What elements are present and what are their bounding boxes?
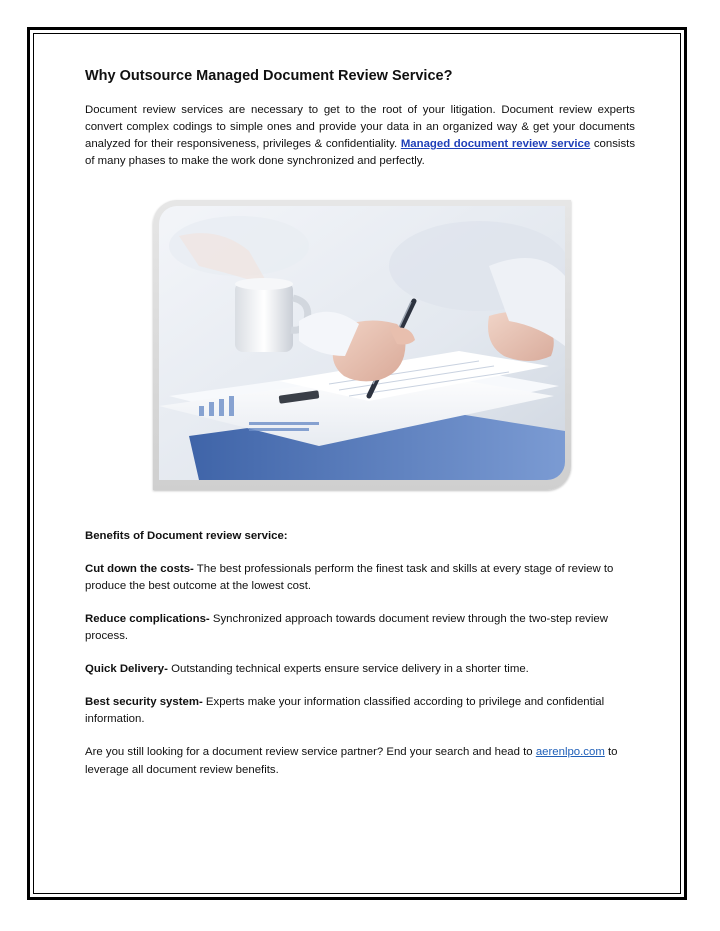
intro-text: Document review services are necessary to get to the root of your litigation. Document review experts convert complex codings to simple ones and provide your data in an organized way & get your documents analyzed for their responsiveness, privileges & confidentiality. [85,104,635,150]
benefit-item [85,661,635,678]
benefit-text: Experts make your information classified according to privilege and confidential information. [85,696,605,725]
page-title: Why Outsource Managed Document Review Service? [85,68,453,84]
aerenlpo-link[interactable]: aerenlpo.com [535,746,605,758]
benefit-lead: Reduce complications- [85,613,210,625]
benefit-lead: Cut down the costs- [85,563,194,575]
benefit-lead: Best security system- [85,696,203,708]
benefits-title: Benefits of Document review service: [85,530,288,542]
closing-tail: to leverage all document review benefits. [85,746,618,776]
benefits-section [85,528,635,779]
intro-tail: consists of many phases to make the work done synchronized and perfectly. [85,138,636,167]
benefit-item [85,611,635,645]
document-body [85,66,635,795]
managed-review-link[interactable]: Managed document review service [400,138,591,150]
benefit-lead: Quick Delivery- [85,663,168,675]
document-review-photo [153,200,571,490]
closing-text: Are you still looking for a document review service partner? End your search and head to [85,746,536,758]
benefit-text: Synchronized approach towards document review through the two-step review process. [85,613,608,642]
benefit-text: The best professionals perform the finest task and skills at every stage of review to produce the best outcome at the lowest cost. [85,563,614,592]
photo-hand-writing-on-documents [159,206,565,480]
benefit-item [85,561,635,595]
intro-paragraph [85,102,635,170]
closing-paragraph [85,743,635,779]
benefit-item [85,694,635,728]
photo-frame [153,200,571,490]
benefit-text: Outstanding technical experts ensure service delivery in a shorter time. [167,663,529,675]
